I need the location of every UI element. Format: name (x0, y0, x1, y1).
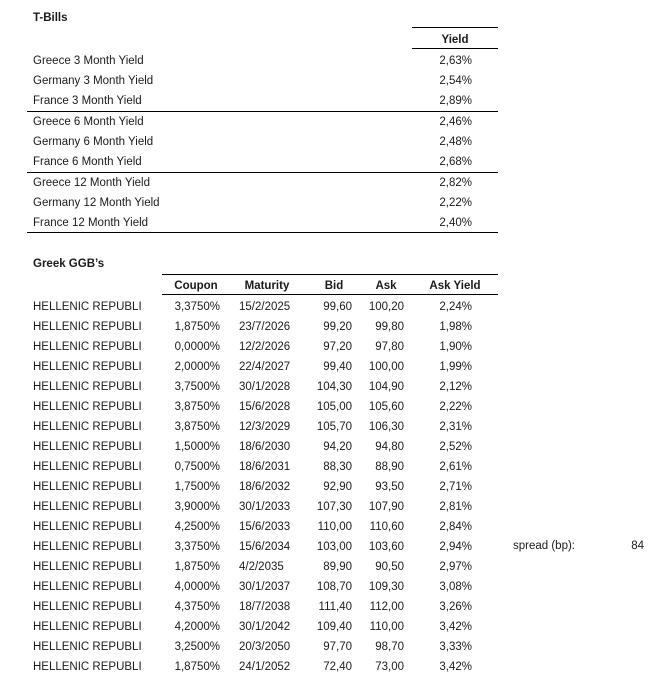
bond-ask: 112,00 (369, 601, 404, 613)
bond-name: HELLENIC REPUBLI (33, 601, 142, 613)
tbill-label: Greece 12 Month Yield (33, 177, 150, 189)
bond-maturity: 18/6/2030 (239, 441, 291, 453)
maturity-header: Maturity (244, 280, 290, 292)
bond-coupon: 0,7500% (174, 461, 220, 473)
tbill-label: Germany 6 Month Yield (33, 136, 154, 148)
bond-maturity: 15/2/2025 (239, 301, 291, 313)
bond-bid: 72,40 (323, 661, 352, 673)
bond-bid: 99,20 (323, 321, 352, 333)
table-row (0, 637, 668, 657)
bond-bid: 107,30 (316, 501, 352, 513)
bond-bid: 109,40 (316, 621, 352, 633)
tbill-yield: 2,82% (439, 177, 472, 189)
bond-ask: 104,90 (368, 381, 404, 393)
bond-name: HELLENIC REPUBLI (33, 581, 142, 593)
bond-coupon: 4,2500% (174, 521, 220, 533)
table-row (0, 417, 668, 437)
bond-coupon: 2,0000% (174, 361, 220, 373)
bond-bid: 104,30 (316, 381, 352, 393)
bond-ask: 100,00 (368, 361, 404, 373)
bond-ask: 88,90 (375, 461, 404, 473)
bond-name: HELLENIC REPUBLI (33, 621, 142, 633)
bond-maturity: 30/1/2033 (239, 501, 291, 513)
table-row (0, 377, 668, 397)
bond-ask-yield: 1,90% (439, 341, 472, 353)
bond-ask-yield: 3,26% (439, 601, 472, 613)
tbill-label: France 3 Month Yield (33, 95, 142, 107)
bond-maturity: 24/1/2052 (239, 661, 291, 673)
tbill-yield: 2,54% (439, 75, 472, 87)
table-row (0, 132, 668, 152)
bond-ask-yield: 3,42% (439, 661, 472, 673)
bond-name: HELLENIC REPUBLI (33, 441, 142, 453)
bond-maturity: 18/7/2038 (239, 601, 291, 613)
table-row (0, 357, 668, 377)
bond-coupon: 0,0000% (174, 341, 220, 353)
bond-maturity: 15/6/2033 (239, 521, 291, 533)
bond-name: HELLENIC REPUBLI (33, 301, 142, 313)
bond-coupon: 1,5000% (174, 441, 220, 453)
tbill-label: Greece 6 Month Yield (33, 116, 144, 128)
table-row (0, 173, 668, 193)
table-row (0, 297, 668, 317)
bond-ask: 109,30 (368, 581, 404, 593)
bond-bid: 111,40 (318, 601, 352, 613)
bond-ask-yield: 2,61% (439, 461, 472, 473)
bond-name: HELLENIC REPUBLI (33, 381, 142, 393)
bond-bid: 88,30 (323, 461, 352, 473)
bond-ask-yield: 2,81% (439, 501, 472, 513)
ggbs-header-top-rule (162, 274, 498, 275)
bond-ask-yield: 3,33% (439, 641, 472, 653)
bond-ask-yield: 2,52% (439, 441, 472, 453)
bond-bid: 105,70 (316, 421, 352, 433)
ggbs-header-bottom-rule (162, 294, 498, 295)
bond-coupon: 1,8750% (174, 321, 220, 333)
table-row (0, 317, 668, 337)
table-row (0, 337, 668, 357)
bond-coupon: 3,2500% (174, 641, 220, 653)
bond-ask: 98,70 (375, 641, 404, 653)
ask-header: Ask (375, 280, 397, 292)
table-row (0, 51, 668, 71)
bond-maturity: 30/1/2042 (239, 621, 291, 633)
bond-ask-yield: 2,24% (439, 301, 472, 313)
bond-name: HELLENIC REPUBLI (33, 401, 142, 413)
table-row (0, 557, 668, 577)
bond-ask: 73,00 (375, 661, 404, 673)
bond-bid: 103,00 (316, 541, 352, 553)
table-row (0, 213, 668, 233)
bond-name: HELLENIC REPUBLI (33, 361, 142, 373)
bond-bid: 97,70 (323, 641, 352, 653)
bond-coupon: 1,8750% (174, 561, 220, 573)
bond-ask-yield: 2,71% (439, 481, 472, 493)
bond-ask: 94,80 (375, 441, 404, 453)
spread-value: 84 (631, 540, 644, 552)
bond-bid: 110,00 (317, 521, 352, 533)
bond-ask-yield: 2,31% (439, 421, 472, 433)
tbill-label: Germany 3 Month Yield (33, 75, 154, 87)
table-row (0, 397, 668, 417)
ggbs-header-row (0, 276, 668, 296)
bond-coupon: 4,3750% (174, 601, 220, 613)
bond-maturity: 23/7/2026 (239, 321, 291, 333)
tbill-yield: 2,22% (439, 197, 472, 209)
bond-bid: 99,40 (323, 361, 352, 373)
bond-coupon: 4,2000% (174, 621, 220, 633)
bond-ask-yield: 3,08% (439, 581, 472, 593)
bond-maturity: 4/2/2035 (239, 561, 284, 573)
bond-name: HELLENIC REPUBLI (33, 421, 142, 433)
bid-header: Bid (324, 280, 344, 292)
bond-ask: 99,80 (375, 321, 404, 333)
table-row (0, 112, 668, 132)
bond-coupon: 3,8750% (174, 401, 220, 413)
bond-name: HELLENIC REPUBLI (33, 341, 142, 353)
bond-ask: 103,60 (368, 541, 404, 553)
bond-name: HELLENIC REPUBLI (33, 641, 142, 653)
tbill-yield: 2,48% (439, 136, 472, 148)
bond-name: HELLENIC REPUBLI (33, 501, 142, 513)
bond-name: HELLENIC REPUBLI (33, 541, 142, 553)
bond-maturity: 30/1/2037 (239, 581, 291, 593)
tbills-yield-header: Yield (441, 34, 469, 46)
tbill-label: France 12 Month Yield (33, 217, 149, 229)
bond-name: HELLENIC REPUBLI (33, 661, 142, 673)
bond-coupon: 3,9000% (174, 501, 220, 513)
table-row (0, 477, 668, 497)
table-bottom-rule (27, 232, 498, 233)
bond-ask: 110,00 (369, 621, 404, 633)
table-row (0, 497, 668, 517)
bond-coupon: 3,3750% (174, 541, 220, 553)
bond-maturity: 12/2/2026 (239, 341, 291, 353)
table-row (0, 91, 668, 111)
bond-coupon: 1,7500% (174, 481, 220, 493)
table-row (0, 577, 668, 597)
bond-ask: 106,30 (368, 421, 404, 433)
bond-ask: 97,80 (375, 341, 404, 353)
ggbs-title: Greek GGB’s (33, 258, 105, 270)
bond-ask: 107,90 (368, 501, 404, 513)
bond-ask-yield: 2,12% (439, 381, 472, 393)
spread-label: spread (bp): (513, 540, 576, 552)
bond-ask-yield: 2,94% (439, 541, 472, 553)
bond-maturity: 15/6/2034 (239, 541, 291, 553)
tbill-label: Greece 3 Month Yield (33, 55, 144, 67)
tbills-header-top-rule (412, 27, 498, 28)
tbill-yield: 2,89% (439, 95, 472, 107)
bond-maturity: 22/4/2027 (239, 361, 291, 373)
table-row (0, 597, 668, 617)
bond-ask-yield: 1,98% (439, 321, 472, 333)
bond-ask-yield: 2,84% (439, 521, 472, 533)
bond-name: HELLENIC REPUBLI (33, 561, 142, 573)
tbill-yield: 2,40% (439, 217, 472, 229)
bond-ask-yield: 2,97% (439, 561, 472, 573)
bond-maturity: 30/1/2028 (239, 381, 291, 393)
tbill-yield: 2,46% (439, 116, 472, 128)
table-row (0, 193, 668, 213)
bond-ask-yield: 1,99% (439, 361, 472, 373)
bond-ask: 110,60 (369, 521, 404, 533)
bond-name: HELLENIC REPUBLI (33, 461, 142, 473)
bond-maturity: 15/6/2028 (239, 401, 291, 413)
tbills-header-row (0, 30, 668, 50)
bond-maturity: 20/3/2050 (239, 641, 291, 653)
bond-ask-yield: 2,22% (439, 401, 472, 413)
table-row (0, 617, 668, 637)
tbill-label: Germany 12 Month Yield (33, 197, 160, 209)
tbills-header-bottom-rule (412, 48, 498, 49)
bond-ask: 105,60 (368, 401, 404, 413)
bond-ask-yield: 3,42% (439, 621, 472, 633)
bond-bid: 108,70 (316, 581, 352, 593)
table-row (0, 71, 668, 91)
bond-bid: 97,20 (323, 341, 352, 353)
table-row (0, 457, 668, 477)
bond-maturity: 12/3/2029 (239, 421, 291, 433)
table-row (0, 437, 668, 457)
bond-coupon: 3,7500% (174, 381, 220, 393)
bond-maturity: 18/6/2031 (239, 461, 291, 473)
tbill-yield: 2,63% (439, 55, 472, 67)
bond-ask: 93,50 (375, 481, 404, 493)
bond-bid: 105,00 (316, 401, 352, 413)
coupon-header: Coupon (174, 280, 218, 292)
bond-maturity: 18/6/2032 (239, 481, 291, 493)
ask-yield-header: Ask Yield (429, 280, 481, 292)
bond-bid: 99,60 (323, 301, 352, 313)
bond-ask: 100,20 (368, 301, 404, 313)
bond-name: HELLENIC REPUBLI (33, 321, 142, 333)
bond-coupon: 1,8750% (174, 661, 220, 673)
table-row (0, 152, 668, 172)
bond-coupon: 3,8750% (174, 421, 220, 433)
bond-bid: 92,90 (323, 481, 352, 493)
tbill-label: France 6 Month Yield (33, 156, 142, 168)
bond-coupon: 4,0000% (174, 581, 220, 593)
bond-coupon: 3,3750% (174, 301, 220, 313)
bond-ask: 90,50 (375, 561, 404, 573)
bond-bid: 94,20 (323, 441, 352, 453)
table-row (0, 657, 668, 677)
bond-name: HELLENIC REPUBLI (33, 521, 142, 533)
table-row (0, 517, 668, 537)
tbills-title: T-Bills (33, 12, 68, 24)
bond-name: HELLENIC REPUBLI (33, 481, 142, 493)
tbill-yield: 2,68% (439, 156, 472, 168)
bond-bid: 89,90 (323, 561, 352, 573)
